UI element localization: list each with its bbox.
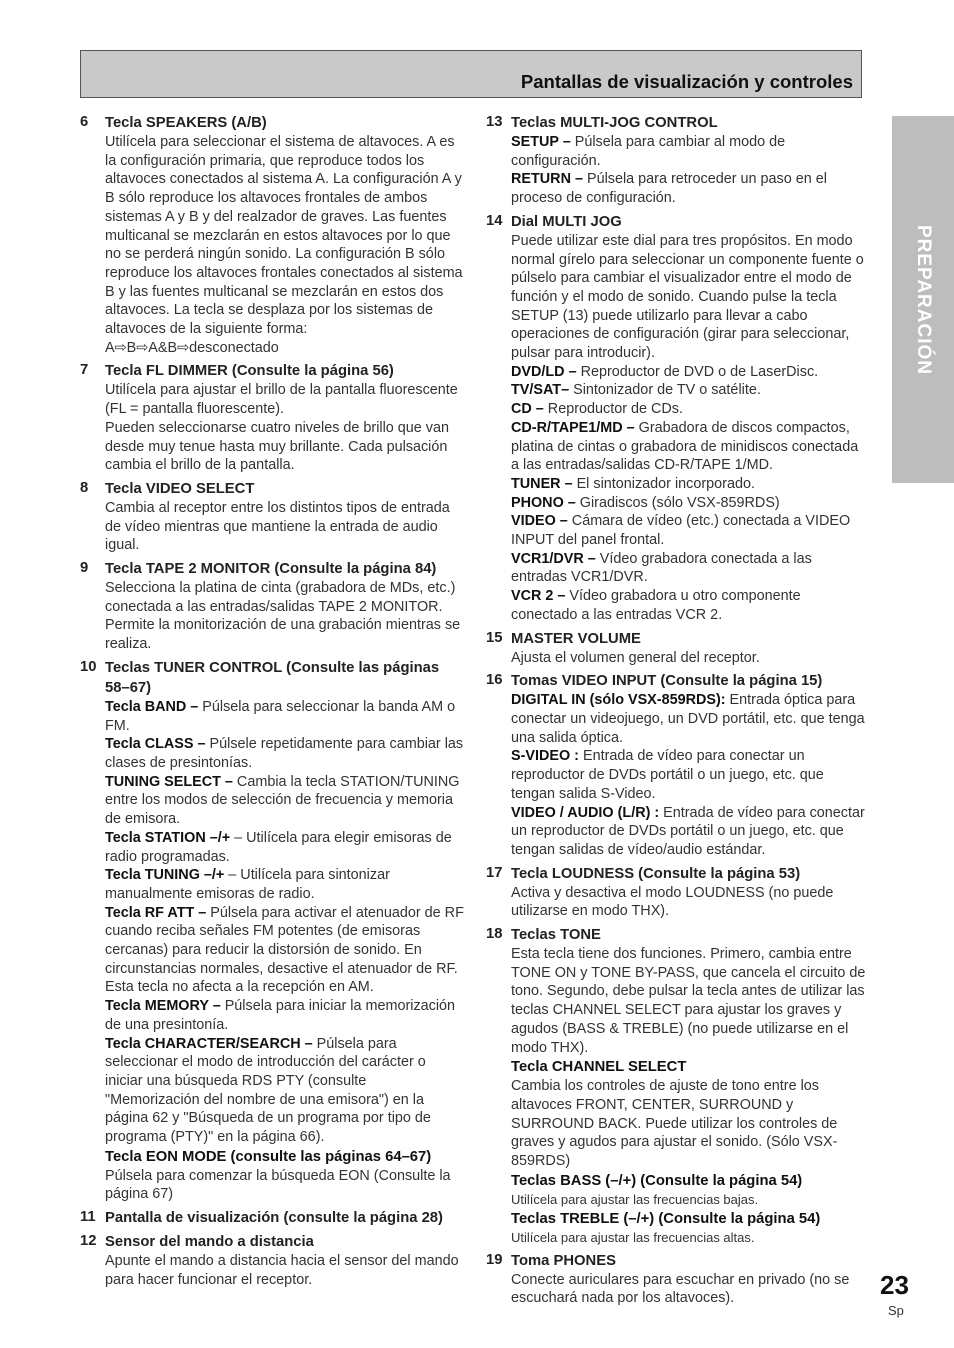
item-body xyxy=(105,381,464,475)
entry-key: VIDEO / AUDIO (L/R) : xyxy=(511,804,660,821)
item-12 xyxy=(80,1232,464,1289)
entry-text: Sintonizador de TV o satélite. xyxy=(569,382,761,399)
entry xyxy=(105,698,464,735)
item-title: Tecla VIDEO SELECT xyxy=(105,480,255,497)
entry xyxy=(105,829,464,866)
treble-title: Teclas TREBLE (–/+) (Consulte la página 54) xyxy=(511,1210,821,1227)
item-title: Tecla TAPE 2 MONITOR (Consulte la página 84) xyxy=(105,561,437,578)
item-19 xyxy=(486,1251,870,1308)
entry-key: CD-R/TAPE1/MD – xyxy=(511,419,635,436)
item-title: Dial MULTI JOG xyxy=(511,213,622,230)
section-title: Pantallas de visualización y controles xyxy=(520,71,853,92)
entry-key: PHONO – xyxy=(511,494,576,511)
item-text: Apunte el mando a distancia hacia el sensor del mando para hacer funcionar el receptor. xyxy=(105,1253,459,1288)
item-14 xyxy=(486,212,870,625)
item-number: 11 xyxy=(80,1209,96,1226)
entry-text: Vídeo grabadora conectada a las entradas VCR1/DVR. xyxy=(511,550,812,586)
entry-key: TUNING SELECT – xyxy=(105,773,233,790)
entry xyxy=(511,363,870,382)
item-title: Toma PHONES xyxy=(511,1252,616,1269)
entry xyxy=(511,512,870,549)
bass-text: Utilícela para ajustar las frecuencias bajas. xyxy=(511,1191,759,1207)
item-15 xyxy=(486,629,870,668)
treble-text: Utilícela para ajustar las frecuencias altas. xyxy=(511,1229,755,1245)
entry-key: VCR 2 – xyxy=(511,588,566,605)
entry-text: Reproductor de CDs. xyxy=(543,401,683,418)
entry-text: Cámara de vídeo (etc.) conectada a VIDEO INPUT del panel frontal. xyxy=(511,513,851,549)
entry-text: El sintonizador incorporado. xyxy=(572,475,755,492)
item-text: Utilícela para seleccionar el sistema de altavoces. A es la configuración primaria, que reproduce todos los altavoces conectados al sistema A. La configuración A y B sólo reproduce los altavoces frontales de ambos sistemas A y B y del realzador de graves. Las fuentes multicanal se mezclarán en estos altavoces por lo que no se perderá ningún sonido. La configuración B sólo reproduce los altavoces frontales conectados al sistema B y las fuentes multicanal se mezclarán en estos dos altavoces. La tecla se desplaza por los sistemas de altavoces de la siguiente forma: xyxy=(105,134,463,338)
bass-title: Teclas BASS (–/+) (Consulte la página 54) xyxy=(511,1172,803,1189)
entry-key: Tecla MEMORY – xyxy=(105,998,221,1015)
entry-text: Púlsele repetidamente para cambiar las clases de presintonías. xyxy=(105,736,464,771)
chapter-tab xyxy=(892,116,954,483)
item-number: 6 xyxy=(80,114,89,130)
item-number: 18 xyxy=(486,926,503,943)
entry-text: Púlsela para cambiar al modo de configuración. xyxy=(511,134,786,169)
entry xyxy=(511,381,870,400)
entry xyxy=(511,587,870,624)
entry xyxy=(511,170,870,207)
left-column xyxy=(80,113,464,1294)
entry-key: TUNER – xyxy=(511,475,573,492)
entry-text: Entrada de vídeo para conectar un reproductor de DVDs portátil o un juego, etc. que tengan salida S-Video. xyxy=(511,748,824,802)
page-language: Sp xyxy=(888,1303,904,1318)
item-6 xyxy=(80,113,464,357)
item-title: Teclas TONE xyxy=(511,927,601,944)
item-number: 15 xyxy=(486,629,503,646)
entry xyxy=(105,904,464,998)
entry-key: Tecla RF ATT – xyxy=(105,904,207,921)
item-17 xyxy=(486,864,870,921)
entry-key: S-VIDEO : xyxy=(511,748,579,765)
item-13 xyxy=(486,113,870,208)
eon-title: Tecla EON MODE (consulte las páginas 64–67) xyxy=(105,1148,432,1165)
entry-text: Cambia la tecla STATION/TUNING entre los modos de selección de frecuencia y memoria de emisora. xyxy=(105,773,460,828)
eon-text: Púlsela para comenzar la búsqueda EON (Consulte la página 67) xyxy=(105,1167,451,1203)
entry-text: Púlsela para retroceder un paso en el proceso de configuración. xyxy=(511,171,827,207)
item-number: 7 xyxy=(80,362,89,379)
channel-select-title: Tecla CHANNEL SELECT xyxy=(511,1059,687,1076)
item-text: Selecciona la platina de cinta (grabadora de MDs, etc.) conectada a las entradas/salidas TAPE 2 MONITOR. Permite la monitorización de una grabación mientras se realiza. xyxy=(105,580,461,653)
entry-text: Entrada de vídeo para conectar un reproductor de DVDs portátil o un juego, etc. que tengan salidas de vídeo/audio estándar. xyxy=(511,804,865,858)
item-title: Tomas VIDEO INPUT (Consulte la página 15) xyxy=(511,673,823,690)
entry-key: Tecla BAND – xyxy=(105,698,199,715)
item-text: Esta tecla tiene dos funciones. Primero, cambia entre TONE ON y TONE BY-PASS, que cancela el circuito de tono. Segundo, debe pulsar la tecla antes de utilizar las teclas CHANNEL SELECT para ajustar los graves y agudos (BASS & TREBLE) (no puede utilizarse en el modo THX). xyxy=(511,946,866,1056)
item-text: Puede utilizar este dial para tres propósitos. En modo normal gírelo para seleccionar un componente fuente o púlselo para cambiar el visualizador entre el modo de función y el modo de sonido. Cuando pulse la tecla SETUP (13) puede utilizarlo para llevar a cabo operaciones de configuración (girar para seleccionar, pulsar para introducir). xyxy=(511,232,864,362)
item-text: Activa y desactiva el modo LOUDNESS (no puede utilizarse en modo THX). xyxy=(511,884,834,920)
item-text: Ajusta el volumen general del receptor. xyxy=(511,649,760,666)
entry-key: Tecla CLASS – xyxy=(105,736,206,753)
item-number: 17 xyxy=(486,864,503,881)
item-text: Pueden seleccionarse cuatro niveles de brillo que van desde muy tenue hasta muy brillante. Cada pulsación cambia el brillo de la pantalla. xyxy=(105,419,449,474)
chapter-tab-label: PREPARACIÓN xyxy=(913,224,934,375)
entry-key: SETUP – xyxy=(511,134,571,150)
entry xyxy=(511,133,870,170)
item-number: 10 xyxy=(80,658,97,675)
entry xyxy=(511,475,870,494)
item-body xyxy=(511,945,870,1247)
entry xyxy=(105,866,464,903)
entry-key: Tecla TUNING –/+ xyxy=(105,867,225,884)
entry-text: Giradiscos (sólo VSX-859RDS) xyxy=(575,494,780,511)
section-header xyxy=(80,50,862,98)
entry xyxy=(105,1035,464,1147)
entry-text: Púlsela para seleccionar el modo de introducción del carácter o iniciar una búsqueda RDS PTY (consulte "Memorización del nombre de una emisora") en la página 62 y "Búsqueda de un programa por tipo de programa (PTY)" en la página 66). xyxy=(105,1035,431,1146)
entry xyxy=(511,747,870,803)
item-title: Teclas MULTI-JOG CONTROL xyxy=(511,115,718,131)
entry-key: DVD/LD – xyxy=(511,363,577,380)
item-9 xyxy=(80,559,464,654)
item-title: Sensor del mando a distancia xyxy=(105,1234,314,1251)
item-body xyxy=(511,691,870,859)
entry-key: Tecla STATION –/+ xyxy=(105,829,231,846)
item-body xyxy=(105,133,464,357)
item-title: Tecla LOUDNESS (Consulte la página 53) xyxy=(511,865,801,882)
item-title: Tecla FL DIMMER (Consulte la página 56) xyxy=(105,363,394,380)
item-text: Conecte auriculares para escuchar en privado (no se escuchará nada por los altavoces). xyxy=(511,1271,850,1307)
right-column xyxy=(486,113,870,1312)
entry-key: TV/SAT– xyxy=(511,382,570,399)
item-number: 19 xyxy=(486,1251,503,1268)
entry-key: Tecla CHARACTER/SEARCH – xyxy=(105,1035,313,1052)
item-title: Teclas TUNER CONTROL (Consulte las páginas 58–67) xyxy=(105,659,440,696)
item-body xyxy=(511,232,870,625)
entry-key: VCR1/DVR – xyxy=(511,550,596,567)
item-7 xyxy=(80,361,464,475)
item-body xyxy=(105,698,464,1204)
item-18 xyxy=(486,925,870,1247)
item-number: 8 xyxy=(80,479,89,496)
item-10 xyxy=(80,658,464,1204)
entry-text: – Utilícela para elegir emisoras de radio programadas. xyxy=(105,829,452,865)
item-8 xyxy=(80,479,464,555)
item-title: Pantalla de visualización (consulte la página 28) xyxy=(105,1210,443,1227)
item-number: 13 xyxy=(486,114,503,130)
page-number: 23 xyxy=(880,1270,909,1300)
entry xyxy=(511,691,870,747)
item-body xyxy=(511,133,870,208)
entry xyxy=(105,997,464,1034)
entry xyxy=(511,494,870,513)
item-number: 14 xyxy=(486,212,503,229)
item-title: MASTER VOLUME xyxy=(511,630,641,647)
entry-text: Púlsela para activar el atenuador de RF cuando reciba señales FM potentes (de emisoras cercanas) para reducir la distorsión de sonido. En circunstancias normales, desactive el atenuador de RF. Esta tecla no afecta a la recepción en AM. xyxy=(105,904,464,996)
entry-key: DIGITAL IN (sólo VSX-859RDS): xyxy=(511,692,726,709)
speaker-sequence: A⇨B⇨A&B⇨desconectado xyxy=(105,339,279,356)
entry-text: – Utilícela para sintonizar manualmente emisoras de radio. xyxy=(105,867,390,902)
entry-key: VIDEO – xyxy=(511,513,568,530)
entry-text: Grabadora de discos compactos, platina de cintas o grabadora de minidiscos conectada a las entradas/salidas CD-R/TAPE 1/MD. xyxy=(511,419,859,474)
entry-text: Púlsela para seleccionar la banda AM o FM. xyxy=(105,698,456,734)
item-title: Tecla SPEAKERS (A/B) xyxy=(105,115,267,131)
entry-text: Púlsela para iniciar la memorización de una presintonía. xyxy=(105,998,456,1033)
entry-text: Vídeo grabadora u otro componente conectado a las entradas VCR 2. xyxy=(511,588,801,623)
item-text: Cambia al receptor entre los distintos tipos de entrada de vídeo mientras que mantiene la entrada de audio igual. xyxy=(105,499,450,554)
item-number: 12 xyxy=(80,1233,97,1250)
entry-key: CD – xyxy=(511,401,544,418)
entry xyxy=(511,400,870,419)
item-text: Utilícela para ajustar el brillo de la pantalla fluorescente (FL = pantalla fluorescente). xyxy=(105,382,458,418)
entry-text: Entrada óptica para conectar un videojuego, un DVD portátil, etc. que tenga una salida óptica. xyxy=(511,692,865,746)
entry xyxy=(511,804,870,860)
item-number: 9 xyxy=(80,560,89,577)
entry xyxy=(511,550,870,587)
item-16 xyxy=(486,671,870,859)
entry xyxy=(105,735,464,772)
entry-text: Reproductor de DVD o de LaserDisc. xyxy=(576,363,819,380)
entry-key: RETURN – xyxy=(511,171,583,188)
entry xyxy=(511,419,870,475)
item-11 xyxy=(80,1208,464,1228)
entry xyxy=(105,773,464,829)
item-number: 16 xyxy=(486,672,503,689)
channel-select-text: Cambia los controles de ajuste de tono entre los altavoces FRONT, CENTER, SURROUND y SURROUND BACK. Puede utilizar los controles de graves y agudos para ajustar el sonido. (Sólo VSX-859RDS) xyxy=(511,1078,838,1170)
